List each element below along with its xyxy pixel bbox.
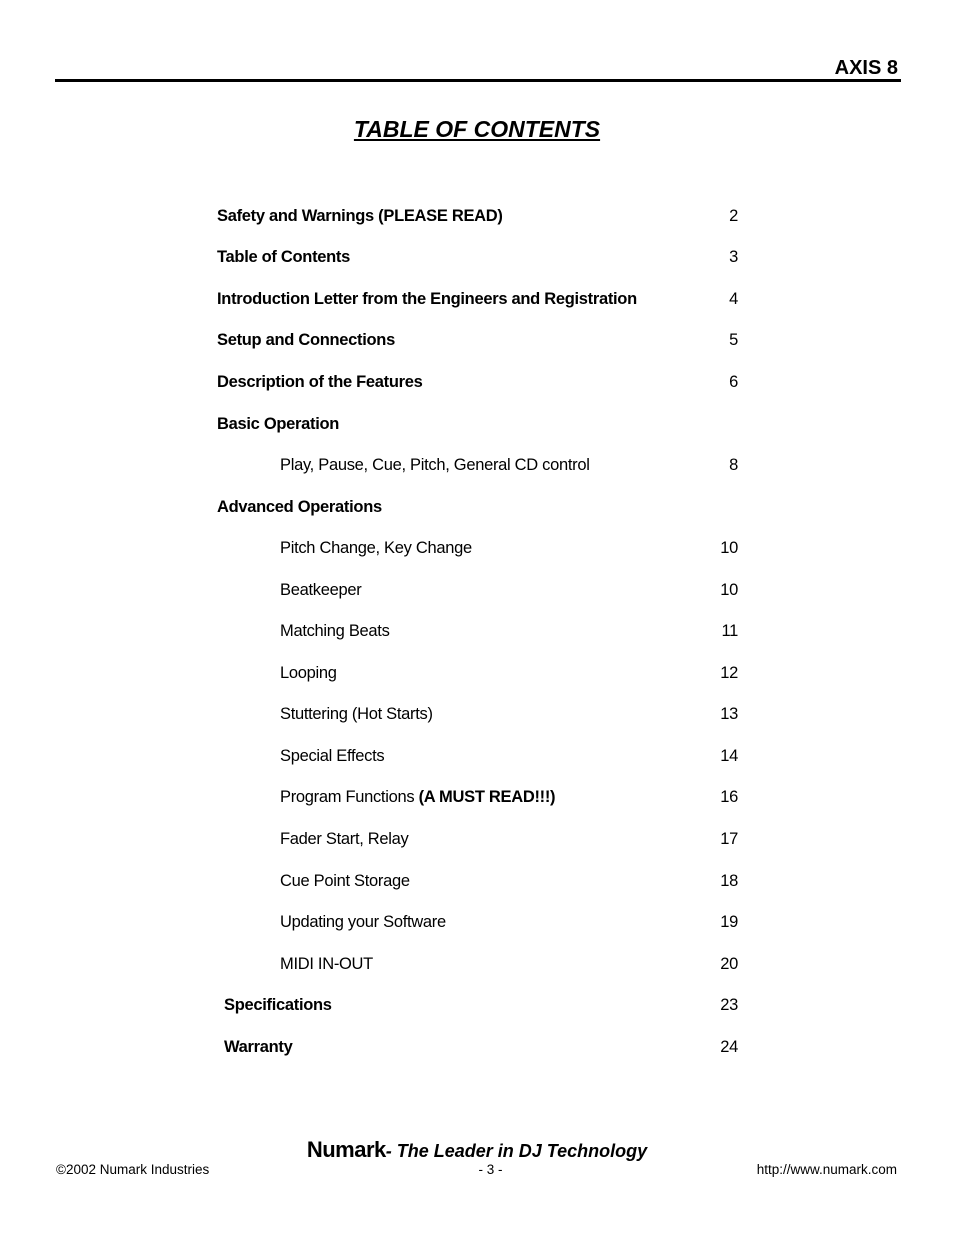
toc-entry-label: Program Functions xyxy=(280,788,419,806)
toc-subentry xyxy=(0,955,954,979)
toc-entry xyxy=(0,331,954,355)
toc-entry-page: 16 xyxy=(720,788,738,806)
toc-subentry xyxy=(0,788,954,812)
toc-entry-label: Specifications xyxy=(224,996,332,1014)
toc-entry-label: Description of the Features xyxy=(217,373,423,391)
toc-entry-page: 19 xyxy=(720,913,738,931)
toc-heading: TABLE OF CONTENTS xyxy=(353,116,601,142)
toc-entry xyxy=(0,290,954,314)
toc-entry-label: Pitch Change, Key Change xyxy=(280,539,472,557)
toc-entry-page: 23 xyxy=(720,996,738,1014)
toc-entry-page: 24 xyxy=(720,1038,738,1056)
toc-entry-label: Matching Beats xyxy=(280,622,390,640)
toc-entry xyxy=(0,248,954,272)
toc-entry-label-group xyxy=(280,788,555,807)
toc-entry-page: 2 xyxy=(729,207,738,225)
toc-subentry xyxy=(0,456,954,480)
document-title: AXIS 8 xyxy=(834,57,898,79)
toc-entry xyxy=(0,373,954,397)
toc-entry-label: Table of Contents xyxy=(217,248,351,266)
toc-section xyxy=(0,498,954,522)
toc-entry-label: Setup and Connections xyxy=(217,331,395,349)
footer-brand-line xyxy=(0,1137,954,1163)
toc-entry-page: 5 xyxy=(729,331,738,349)
toc-entry-page: 8 xyxy=(729,456,738,474)
toc-entry-label: Introduction Letter from the Engineers and Registration xyxy=(217,290,637,308)
toc-entry-label: Basic Operation xyxy=(217,415,340,433)
toc-entry-label: Updating your Software xyxy=(280,913,446,931)
toc-subentry xyxy=(0,664,954,688)
toc-entry-page: 17 xyxy=(720,830,738,848)
toc-subentry xyxy=(0,539,954,563)
footer-url: http://www.numark.com xyxy=(756,1162,897,1177)
toc-entry-label: MIDI IN-OUT xyxy=(280,955,373,973)
toc-subentry xyxy=(0,830,954,854)
toc-entry xyxy=(0,1038,954,1062)
toc-entry-page: 20 xyxy=(720,955,738,973)
toc-entry-page: 3 xyxy=(729,248,738,266)
toc-subentry xyxy=(0,747,954,771)
toc-entry-label: Cue Point Storage xyxy=(280,872,410,890)
toc-entry-label: Advanced Operations xyxy=(217,498,382,516)
toc-entry-label: Safety and Warnings (PLEASE READ) xyxy=(217,207,503,225)
toc-entry-page: 10 xyxy=(720,539,738,557)
toc-entry-page: 14 xyxy=(720,747,738,765)
toc-entry-page: 10 xyxy=(720,581,738,599)
toc-entry-page: 13 xyxy=(720,705,738,723)
footer-copyright: ©2002 Numark Industries xyxy=(56,1162,210,1177)
toc-section xyxy=(0,415,954,439)
toc-subentry xyxy=(0,581,954,605)
toc-entry-label: Warranty xyxy=(224,1038,293,1056)
toc-entry-page: 4 xyxy=(729,290,738,308)
toc-entry-page: 11 xyxy=(721,622,738,640)
toc-entry-label: Play, Pause, Cue, Pitch, General CD control xyxy=(280,456,590,474)
toc-entry xyxy=(0,207,954,231)
numark-logo: Numark xyxy=(306,1137,386,1162)
footer-tagline: - The Leader in DJ Technology xyxy=(385,1141,648,1161)
toc-entry-label: Stuttering (Hot Starts) xyxy=(280,705,433,723)
toc-subentry xyxy=(0,622,954,646)
toc-entry-page: 18 xyxy=(720,872,738,890)
toc-entry-emphasis: (A MUST READ!!!) xyxy=(418,788,556,806)
toc-entry xyxy=(0,996,954,1020)
toc-entry-label: Looping xyxy=(280,664,337,682)
toc-entry-label: Special Effects xyxy=(280,747,385,765)
toc-entry-page: 6 xyxy=(729,373,738,391)
toc-entry-page: 12 xyxy=(720,664,738,682)
toc-subentry xyxy=(0,913,954,937)
toc-entry-label: Fader Start, Relay xyxy=(280,830,409,848)
footer-page-number: - 3 - xyxy=(478,1162,503,1177)
toc-subentry xyxy=(0,872,954,896)
toc-subentry xyxy=(0,705,954,729)
toc-entry-label: Beatkeeper xyxy=(280,581,362,599)
